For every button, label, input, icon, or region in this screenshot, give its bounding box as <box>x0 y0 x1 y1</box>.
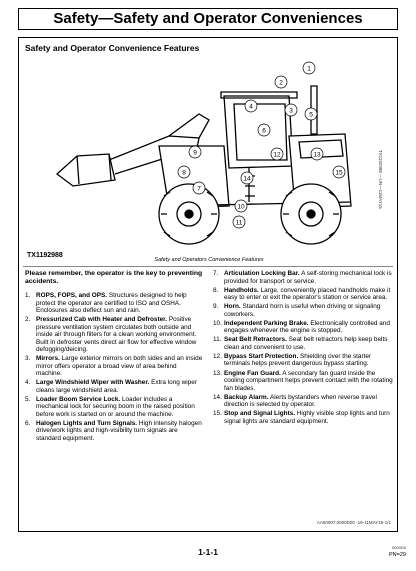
figure-id: TX1192988 <box>27 252 63 259</box>
feature-body <box>36 396 203 419</box>
feature-item <box>213 336 393 351</box>
feature-number: 4. <box>25 379 31 387</box>
feature-text: Shielding over the starter terminals helps prevent dangerous bypass starting. <box>224 352 372 368</box>
feature-title: Backup Alarm. <box>224 393 269 401</box>
feature-text: Seat belt retractors help keep belts clean and convenient to use. <box>224 336 388 351</box>
feature-item <box>213 394 393 409</box>
feature-body <box>36 292 203 315</box>
feature-body <box>36 420 203 443</box>
feature-body <box>224 353 393 368</box>
feature-item <box>213 270 393 285</box>
feature-body <box>224 394 393 409</box>
feature-body <box>36 379 203 394</box>
feature-number: 2. <box>25 316 31 324</box>
footer-code: 0000D0 <box>391 545 406 550</box>
svg-text:2: 2 <box>279 79 283 87</box>
feature-item <box>213 410 393 425</box>
svg-text:3: 3 <box>289 107 293 115</box>
feature-number: 3. <box>25 355 31 363</box>
feature-title: Bypass Start Protection. <box>224 352 299 360</box>
feature-text: Alerts bystanders when reverse travel direction is selected by operator. <box>224 393 377 409</box>
svg-text:15: 15 <box>335 169 343 177</box>
feature-text: Highly visible stop lights and turn signal lights are standard equipment. <box>224 410 390 425</box>
feature-item <box>25 316 203 354</box>
feature-title: Handholds. <box>224 286 259 294</box>
feature-title: Engine Fan Guard. <box>224 369 281 377</box>
feature-item <box>25 420 203 443</box>
feature-number: 8. <box>213 286 219 294</box>
svg-text:7: 7 <box>197 185 201 193</box>
feature-title: Horn. <box>224 303 241 311</box>
section-title: Safety and Operator Convenience Features <box>25 43 200 53</box>
feature-item <box>213 287 393 302</box>
feature-title: Pressurized Cab with Heater and Defroster. <box>36 316 168 324</box>
feature-item <box>25 396 203 419</box>
feature-body <box>224 303 393 318</box>
svg-text:5: 5 <box>309 111 313 119</box>
feature-title: Halogen Lights and Turn Signals. <box>36 419 138 427</box>
feature-item <box>213 303 393 318</box>
svg-text:8: 8 <box>182 169 186 177</box>
svg-text:13: 13 <box>313 151 321 159</box>
feature-item <box>25 379 203 394</box>
feature-body <box>224 320 393 335</box>
feature-text: Large, conveniently placed handholds make it easy to enter or exit the operator's station or service area. <box>224 286 391 302</box>
feature-item <box>213 370 393 393</box>
feature-text: Positive pressure ventilation system circulates both outside and inside air through filters for a clean working environment. Built in defroster vents direct air flow for effective window defogging/deicing. <box>36 316 197 354</box>
figure-caption: Safety and Operators Convenience Features <box>154 257 264 263</box>
feature-title: ROPS, FOPS, and OPS. <box>36 292 108 299</box>
feature-body <box>224 287 393 302</box>
box-code: AA60007,0000D00 -19-11MAY15-1/1 <box>316 520 391 525</box>
feature-number: 13. <box>213 369 222 377</box>
feature-number: 14. <box>213 393 222 401</box>
svg-text:9: 9 <box>193 149 197 157</box>
page-title: Safety—Safety and Operator Conveniences <box>18 8 398 30</box>
feature-body <box>36 316 203 354</box>
feature-title: Loader Boom Service Lock. <box>36 395 121 403</box>
left-column <box>25 270 203 444</box>
feature-text: Electronically controlled and engages whenever the engine is stopped. <box>224 319 390 335</box>
feature-text: Extra long wiper cleans large windshield area. <box>36 379 197 394</box>
feature-number: 7. <box>213 270 219 277</box>
feature-number: 9. <box>213 303 219 311</box>
feature-title: Large Windshield Wiper with Washer. <box>36 379 150 387</box>
intro-text: Please remember, the operator is the key to preventing accidents. <box>25 270 203 285</box>
loader-illustration <box>49 56 369 266</box>
feature-item <box>25 292 203 315</box>
feature-text: Standard horn is useful when driving or signaling coworkers. <box>224 303 381 318</box>
feature-body <box>224 270 393 285</box>
feature-body <box>224 370 393 393</box>
feature-item <box>213 353 393 368</box>
feature-text: A secondary fan guard inside the cooling compartment helps prevent contact with the rotating fan blades. <box>224 369 393 392</box>
svg-text:10: 10 <box>237 203 245 211</box>
svg-text:6: 6 <box>262 127 266 135</box>
feature-text: High intensity halogen drive/work lights and high-visibility turn signals are standard equipment. <box>36 419 202 442</box>
feature-item <box>25 355 203 378</box>
footer-pn: PN=29 <box>389 552 406 558</box>
feature-number: 11. <box>213 336 222 344</box>
feature-item <box>213 320 393 335</box>
feature-title: Independent Parking Brake. <box>224 319 309 327</box>
svg-text:4: 4 <box>249 103 253 111</box>
feature-title: Stop and Signal Lights. <box>224 410 296 418</box>
feature-title: Seat Belt Retractors. <box>224 336 287 344</box>
feature-number: 12. <box>213 352 222 360</box>
divider <box>23 266 393 267</box>
feature-title: Articulation Locking Bar. <box>224 270 300 277</box>
feature-number: 15. <box>213 410 222 418</box>
figure-side-reference: TX1192988 —UN—11MAY15 <box>378 150 383 209</box>
feature-title: Mirrors. <box>36 355 60 363</box>
content-box <box>18 37 398 532</box>
feature-number: 1. <box>25 292 31 299</box>
feature-body <box>224 410 393 425</box>
feature-text: Loader includes a mechanical lock for securing boom in the raised position before work is started on or around the machine. <box>36 395 195 418</box>
feature-text: Structures designed to help protect the operator are certified to ISO and OSHA. Enclosures also deflect sun and rain. <box>36 292 187 314</box>
right-column <box>213 270 393 427</box>
svg-text:1: 1 <box>307 65 311 73</box>
feature-text: Large exterior mirrors on both sides and an inside mirror offers operator a broad view of area behind machine. <box>36 355 203 378</box>
feature-text: A self-storing mechanical lock is provided for transport or service. <box>224 270 392 285</box>
feature-number: 10. <box>213 319 222 327</box>
feature-number: 6. <box>25 419 31 427</box>
page-number: 1-1-1 <box>198 547 218 557</box>
feature-body <box>224 336 393 351</box>
svg-text:14: 14 <box>243 175 251 183</box>
feature-body <box>36 355 203 378</box>
svg-text:12: 12 <box>273 151 281 159</box>
svg-text:11: 11 <box>235 219 243 227</box>
feature-number: 5. <box>25 395 31 403</box>
